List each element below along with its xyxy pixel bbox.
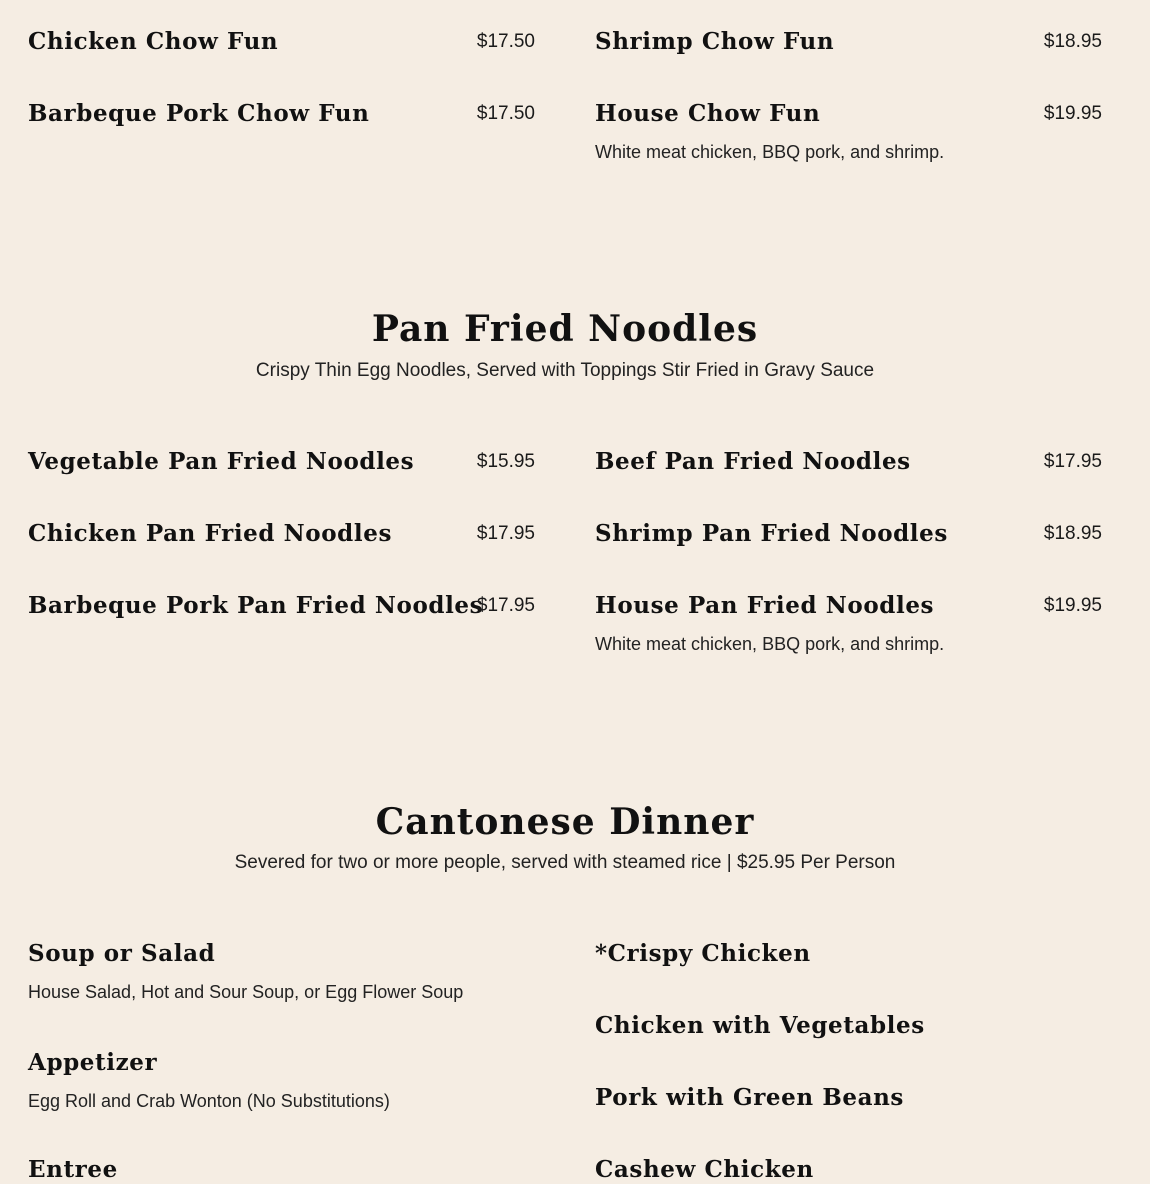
menu-item-name: Chicken Chow Fun (28, 28, 279, 55)
menu-item-name: Appetizer (28, 1049, 158, 1076)
menu-item-description: Egg Roll and Crab Wonton (No Substitutions) (28, 1091, 390, 1111)
menu-item-name: House Pan Fried Noodles (595, 592, 935, 619)
section-subtitle-pan-fried-noodles: Crispy Thin Egg Noodles, Served with Toppings Stir Fried in Gravy Sauce (255, 360, 875, 381)
menu-item-name: Chicken Pan Fried Noodles (28, 520, 392, 547)
menu-item-name: Barbeque Pork Chow Fun (28, 100, 370, 127)
menu-item-price: $17.95 (1043, 451, 1102, 472)
menu-item-name: Entree (28, 1156, 118, 1183)
menu-item-price: $18.95 (1043, 31, 1102, 52)
menu-item-name: Vegetable Pan Fried Noodles (28, 448, 415, 475)
menu-item-price: $17.95 (476, 523, 535, 544)
menu-item-name: Chicken with Vegetables (595, 1012, 925, 1039)
menu-item-name: House Chow Fun (595, 100, 821, 127)
menu-item-name: Beef Pan Fried Noodles (595, 448, 911, 475)
menu-item-price: $19.95 (1043, 103, 1102, 124)
section-title-cantonese-dinner: Cantonese Dinner (375, 801, 755, 843)
menu-item-price: $17.95 (476, 595, 535, 616)
menu-item-description: White meat chicken, BBQ pork, and shrimp. (595, 142, 945, 162)
menu-item-name: Shrimp Chow Fun (595, 28, 835, 55)
menu-item-name: Soup or Salad (28, 940, 216, 967)
menu-item-price: $18.95 (1043, 523, 1102, 544)
menu-item-price: $17.50 (476, 31, 535, 52)
section-subtitle-cantonese-dinner: Severed for two or more people, served with steamed rice | $25.95 Per Person (234, 852, 896, 873)
menu-item-name: Pork with Green Beans (595, 1084, 904, 1111)
menu-item-description: White meat chicken, BBQ pork, and shrimp. (595, 634, 945, 654)
menu-item-name: Barbeque Pork Pan Fried Noodles (28, 592, 484, 619)
menu-item-name: *Crispy Chicken (595, 940, 811, 967)
menu-item-price: $17.50 (476, 103, 535, 124)
menu-item-name: Shrimp Pan Fried Noodles (595, 520, 948, 547)
menu-item-price: $19.95 (1043, 595, 1102, 616)
menu-item-price: $15.95 (476, 451, 535, 472)
section-title-pan-fried-noodles: Pan Fried Noodles (371, 308, 759, 350)
menu-item-name: Cashew Chicken (595, 1156, 814, 1183)
menu-item-description: House Salad, Hot and Sour Soup, or Egg Flower Soup (28, 982, 464, 1002)
